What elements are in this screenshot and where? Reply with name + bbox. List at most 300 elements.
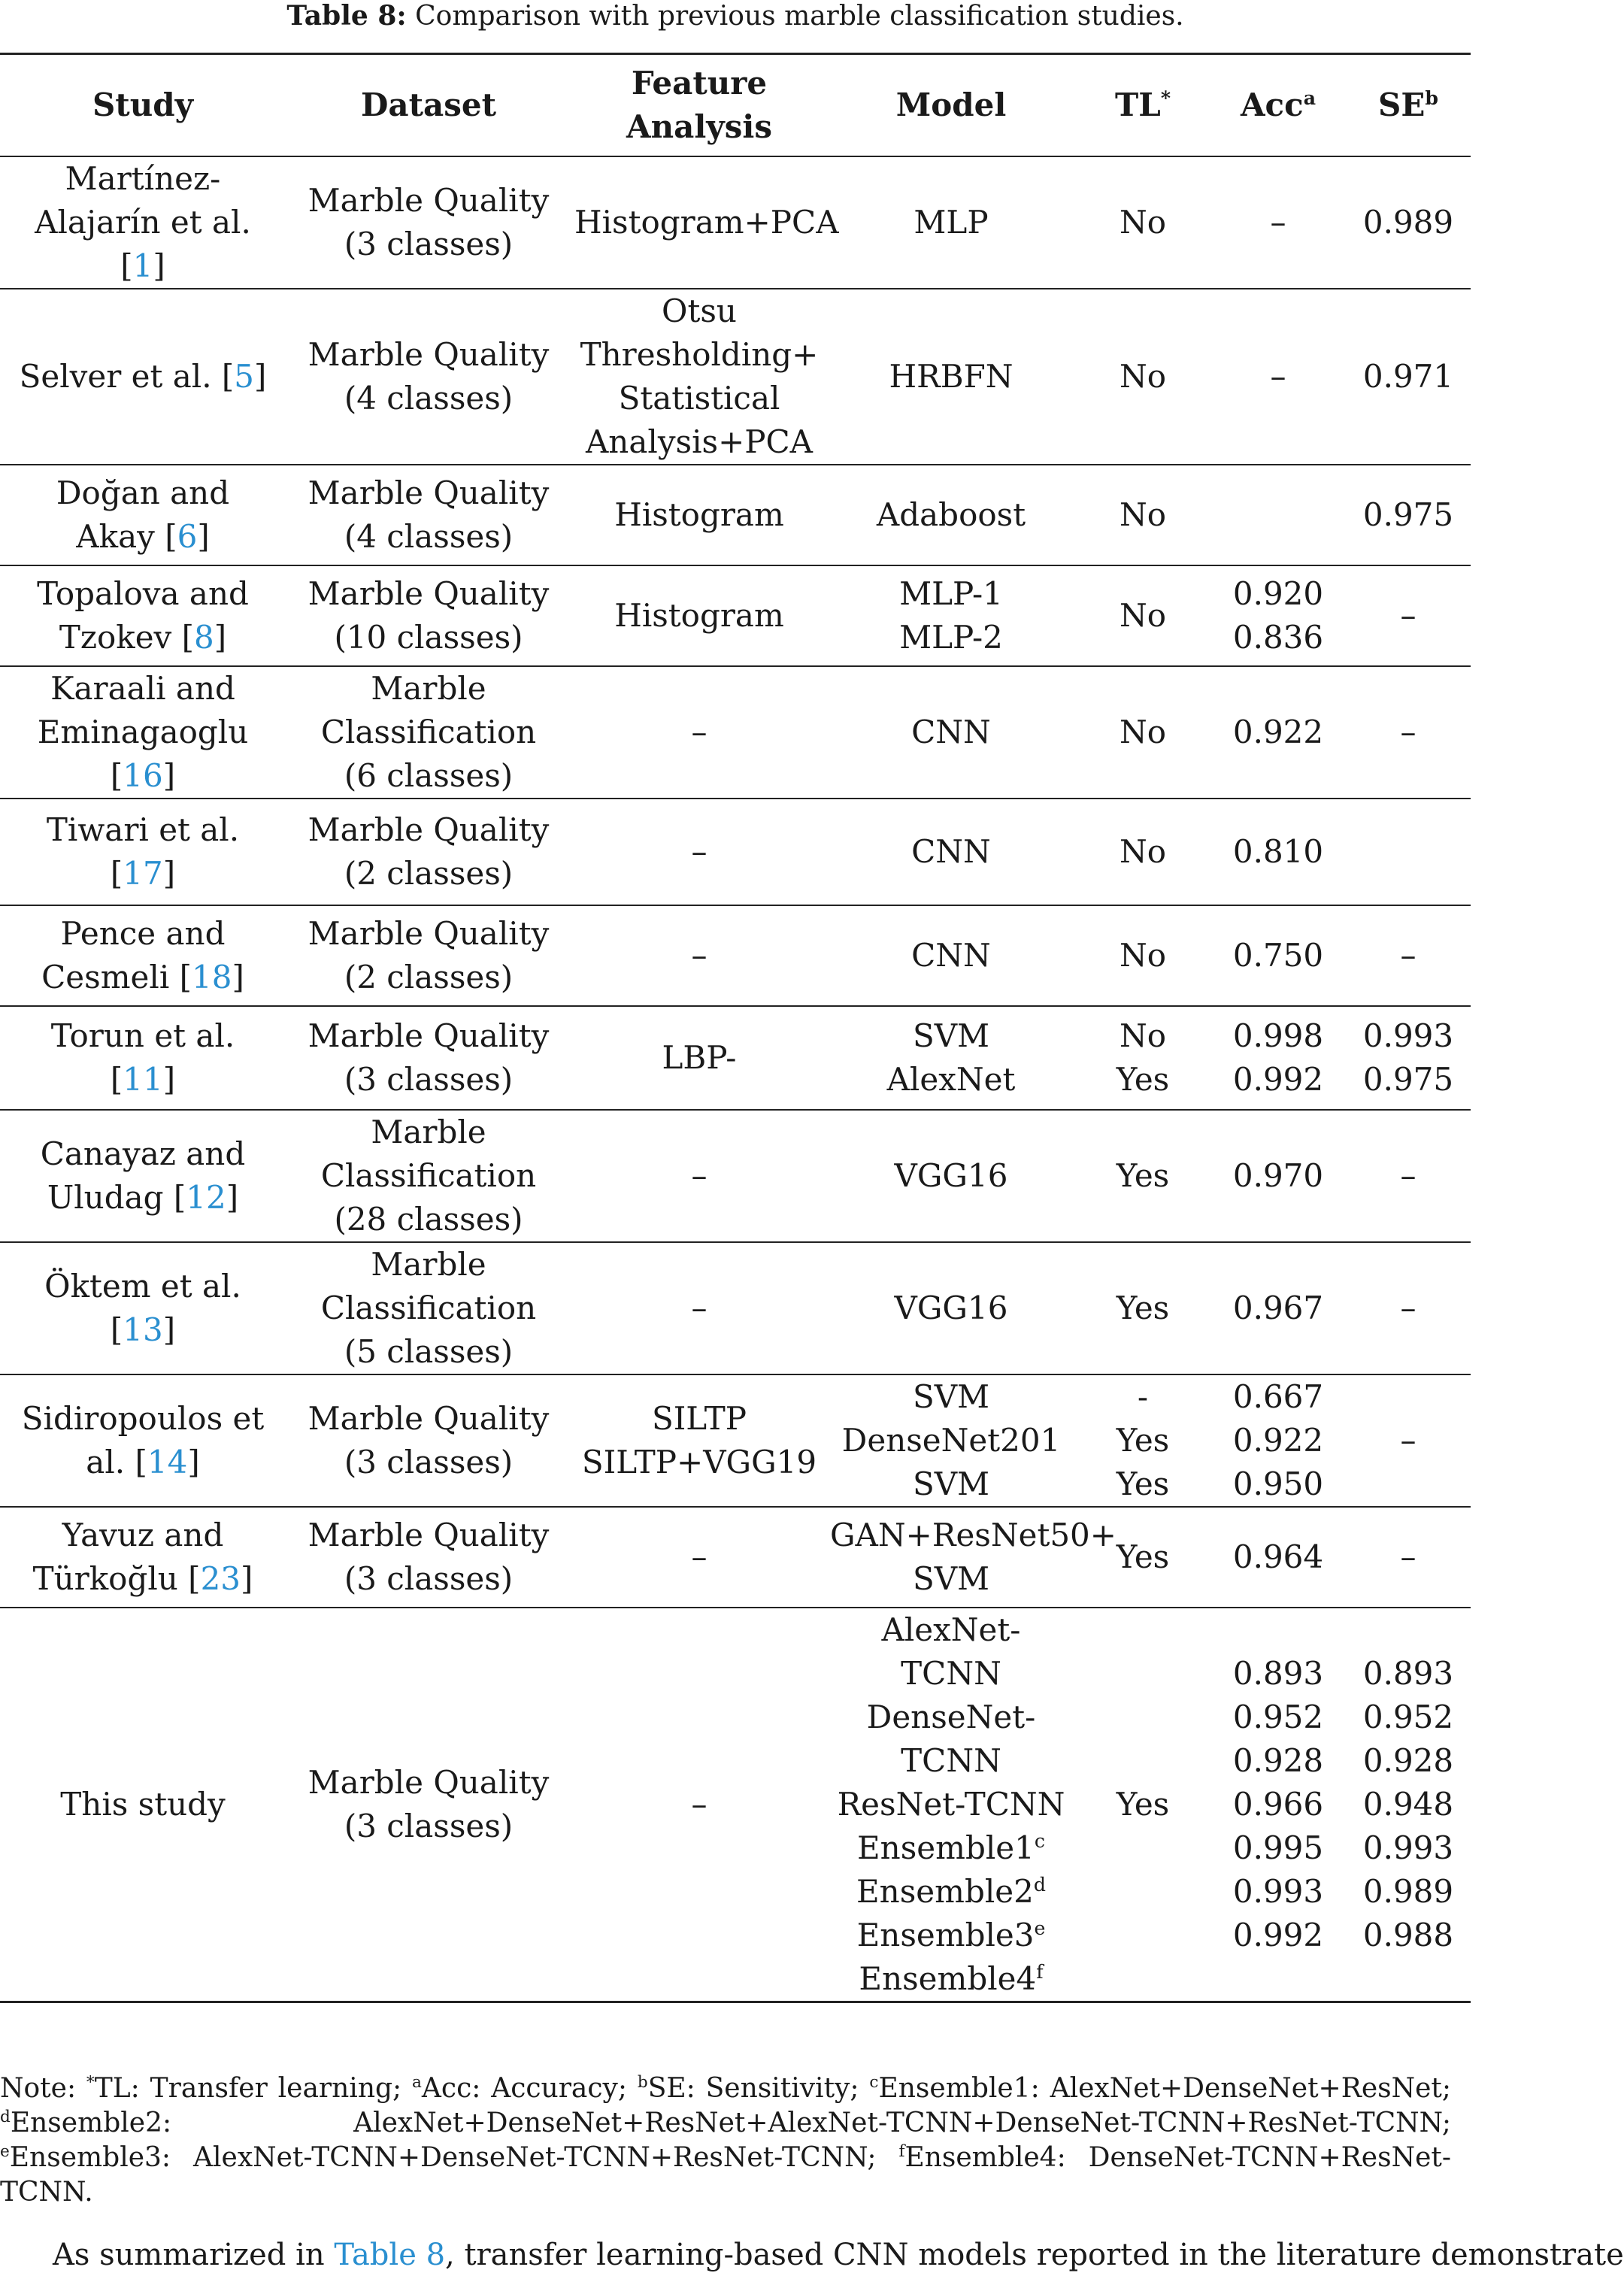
dataset-value: Marble Quality <box>308 182 550 219</box>
note-text: Ensemble1: AlexNet+DenseNet+ResNet; <box>878 2073 1451 2104</box>
acc-line <box>1213 711 1343 754</box>
model-value: SVM <box>912 1017 990 1054</box>
cell-model <box>827 799 1075 905</box>
cell-dataset <box>286 1242 571 1374</box>
acc-line <box>1213 1287 1343 1330</box>
tl-value: No <box>1119 714 1167 750</box>
cell-model <box>827 289 1075 465</box>
feature-value: – <box>691 833 707 870</box>
cell-study: Topalova and Tzokev [8] <box>0 565 286 666</box>
cell-dataset <box>286 1110 571 1242</box>
feature-value: SILTP+VGG19 <box>581 1444 817 1480</box>
tl-value: No <box>1119 204 1167 241</box>
se-value: 0.993 <box>1362 1829 1454 1866</box>
acc-line <box>1213 616 1343 659</box>
se-value: 0.988 <box>1362 1917 1454 1953</box>
study-name: Selver et al. <box>19 358 212 395</box>
se-value: 0.989 <box>1362 204 1454 241</box>
cell-tl <box>1075 289 1210 465</box>
model-value: Ensemble4 <box>859 1960 1037 1997</box>
table-row <box>0 799 1471 905</box>
cell-dataset <box>286 565 571 666</box>
dataset-value: (3 classes) <box>344 1808 514 1844</box>
cell-study: Tiwari et al. [17] <box>0 799 286 905</box>
study-name: Karaali and Eminagaoglu <box>37 670 249 750</box>
note-text: Ensemble4: DenseNet-TCNN+ResNet-TCNN. <box>0 2142 1452 2208</box>
cell-acc <box>1210 799 1346 905</box>
cell-study: Öktem et al. [13] <box>0 1242 286 1374</box>
model-line <box>830 1783 1072 1826</box>
table-row <box>0 1507 1471 1608</box>
tl-line <box>1078 711 1207 754</box>
se-value: – <box>1400 714 1416 750</box>
table-row <box>0 565 1471 666</box>
cell-acc <box>1210 1507 1346 1608</box>
model-line <box>830 1514 1116 1557</box>
acc-value: 0.970 <box>1232 1157 1324 1194</box>
dataset-line <box>289 179 568 223</box>
cell-dataset <box>286 666 571 799</box>
model-line <box>830 1154 1072 1198</box>
acc-value: 0.928 <box>1232 1742 1324 1779</box>
model-value: AlexNet <box>886 1061 1016 1098</box>
se-line <box>1349 1914 1468 1957</box>
citation-link[interactable]: 18 <box>192 959 232 996</box>
table-row <box>0 905 1471 1006</box>
model-value: CNN <box>911 833 991 870</box>
dataset-value: (28 classes) <box>334 1201 523 1238</box>
citation-link[interactable]: 12 <box>186 1179 226 1216</box>
dataset-line <box>289 1805 568 1848</box>
cell-study: Canayaz and Uludag [12] <box>0 1110 286 1242</box>
dataset-line <box>289 754 568 798</box>
citation-link[interactable]: 1 <box>132 247 153 284</box>
note-text: Acc: Accuracy; <box>421 2073 638 2104</box>
acc-value: 0.920 <box>1232 575 1324 612</box>
dataset-value: Marble <box>371 1114 486 1150</box>
tl-line <box>1078 493 1207 537</box>
acc-line <box>1213 201 1343 244</box>
table-row <box>0 1110 1471 1242</box>
dataset-line <box>289 667 568 711</box>
model-footnote-sup: e <box>1034 1917 1046 1939</box>
se-value: – <box>1400 1290 1416 1326</box>
study-name: Doğan and Akay <box>56 474 230 555</box>
cell-acc <box>1210 1242 1346 1374</box>
dataset-line <box>289 1198 568 1241</box>
feature-value: Histogram <box>614 597 784 634</box>
feature-value: – <box>691 1786 707 1823</box>
dataset-value: (2 classes) <box>344 959 514 996</box>
acc-line <box>1213 1535 1343 1579</box>
feature-value: – <box>691 1538 707 1575</box>
table-row <box>0 1242 1471 1374</box>
acc-line <box>1213 1696 1343 1739</box>
model-value: CNN <box>911 937 991 974</box>
feature-value: Otsu <box>662 292 737 329</box>
se-line <box>1349 1535 1468 1579</box>
table-caption-text: Comparison with previous marble classification studies. <box>415 1 1184 32</box>
tl-value: No <box>1119 597 1167 634</box>
cell-se <box>1346 1507 1471 1608</box>
se-line <box>1349 594 1468 638</box>
se-value: – <box>1400 937 1416 974</box>
cell-feature <box>571 666 827 799</box>
cell-tl <box>1075 465 1210 565</box>
cell-model <box>827 666 1075 799</box>
se-line <box>1349 1870 1468 1914</box>
feature-value: – <box>691 1290 707 1326</box>
acc-value: 0.922 <box>1232 714 1324 750</box>
se-value: 0.971 <box>1362 358 1454 395</box>
se-line <box>1349 1696 1468 1739</box>
cell-tl <box>1075 1110 1210 1242</box>
feature-line <box>574 420 824 464</box>
dataset-line <box>289 223 568 266</box>
dataset-value: Classification <box>320 714 537 750</box>
tl-line <box>1078 1462 1207 1506</box>
tl-value: Yes <box>1116 1786 1170 1823</box>
table-note <box>0 2071 1451 2210</box>
se-line <box>1349 355 1468 399</box>
model-value: DenseNet201 <box>841 1422 1061 1459</box>
tl-line <box>1078 934 1207 977</box>
feature-line <box>574 711 824 754</box>
table-caption <box>0 0 1471 32</box>
model-value: MLP-1 <box>899 575 1003 612</box>
table-row <box>0 1608 1471 2002</box>
table-row <box>0 1374 1471 1507</box>
header-se-sup: b <box>1425 86 1438 109</box>
model-line <box>830 355 1072 399</box>
model-line <box>830 1870 1072 1914</box>
cell-dataset <box>286 465 571 565</box>
cell-dataset <box>286 289 571 465</box>
se-value: – <box>1400 597 1416 634</box>
feature-line <box>574 594 824 638</box>
tl-line <box>1078 1014 1207 1058</box>
acc-value: 0.992 <box>1232 1917 1324 1953</box>
dataset-line <box>289 852 568 896</box>
feature-line <box>574 1535 824 1579</box>
header-study: Study <box>0 54 286 157</box>
cell-tl <box>1075 666 1210 799</box>
citation-link[interactable]: 23 <box>200 1560 241 1597</box>
citation-link[interactable]: 11 <box>123 1061 163 1098</box>
cell-feature <box>571 156 839 289</box>
cell-acc <box>1210 465 1346 565</box>
acc-line <box>1213 572 1343 616</box>
model-footnote-sup: f <box>1036 1961 1044 1983</box>
se-value: 0.989 <box>1362 1873 1454 1910</box>
acc-value: 0.967 <box>1232 1290 1324 1326</box>
feature-line <box>574 1036 824 1080</box>
header-model: Model <box>827 54 1075 157</box>
cell-se <box>1346 465 1471 565</box>
feature-value: Analysis+PCA <box>585 423 814 460</box>
model-value: CNN <box>911 714 991 750</box>
model-value: Ensemble3 <box>856 1917 1035 1953</box>
se-value: 0.993 <box>1362 1017 1454 1054</box>
dataset-line <box>289 1441 568 1484</box>
acc-value: 0.810 <box>1232 833 1324 870</box>
cell-acc <box>1210 1608 1346 2002</box>
dataset-value: Marble Quality <box>308 1517 550 1553</box>
se-line <box>1349 1419 1468 1462</box>
model-line <box>830 1957 1072 2001</box>
study-name: Martínez-Alajarín et al. <box>35 160 251 241</box>
tl-line <box>1078 201 1207 244</box>
model-line <box>830 201 1072 244</box>
table-row <box>0 289 1471 465</box>
model-line <box>830 616 1072 659</box>
acc-line <box>1213 1914 1343 1957</box>
acc-line <box>1213 1154 1343 1198</box>
cell-feature <box>571 289 827 465</box>
tl-line <box>1078 355 1207 399</box>
feature-line <box>574 1783 824 1826</box>
study-name: Canayaz and Uludag <box>40 1135 246 1216</box>
header-feature-analysis-text: Feature Analysis <box>626 65 772 145</box>
acc-line <box>1213 1826 1343 1870</box>
table-row <box>0 465 1471 565</box>
cell-model <box>827 905 1075 1006</box>
header-tl <box>1075 54 1210 157</box>
cell-dataset <box>286 905 571 1006</box>
acc-value: 0.995 <box>1232 1829 1324 1866</box>
citation-link[interactable]: 8 <box>194 619 214 656</box>
note-sup: c <box>869 2073 879 2092</box>
model-value: TCNN <box>901 1655 1001 1692</box>
table-row <box>0 1006 1471 1110</box>
cell-model <box>827 1110 1075 1242</box>
cell-se <box>1346 289 1471 465</box>
cell-feature <box>571 1110 827 1242</box>
cell-tl <box>1075 1374 1210 1507</box>
cell-tl <box>1075 156 1210 289</box>
cell-study: Doğan and Akay [6] <box>0 465 286 565</box>
comparison-table <box>0 53 1471 2003</box>
model-value: DenseNet- <box>866 1699 1036 1735</box>
acc-value: 0.993 <box>1232 1873 1324 1910</box>
citation-link[interactable]: 16 <box>123 757 163 794</box>
note-sup: d <box>0 2108 11 2126</box>
note-sup: a <box>412 2073 422 2092</box>
model-line <box>830 934 1072 977</box>
model-line <box>830 1462 1072 1506</box>
dataset-line <box>289 377 568 420</box>
acc-line <box>1213 1462 1343 1506</box>
note-sup: b <box>637 2073 648 2092</box>
acc-value: 0.950 <box>1232 1465 1324 1502</box>
model-line <box>830 1696 1072 1739</box>
feature-line <box>574 377 824 420</box>
cell-se <box>1346 1374 1471 1507</box>
feature-value: – <box>691 937 707 974</box>
citation-link[interactable]: 5 <box>234 358 255 395</box>
acc-value: 0.893 <box>1232 1655 1324 1692</box>
tl-value: No <box>1119 1017 1167 1054</box>
feature-line <box>574 1287 824 1330</box>
dataset-line <box>289 1761 568 1805</box>
cell-feature <box>571 905 827 1006</box>
citation-link[interactable]: 17 <box>123 855 163 892</box>
tl-value: No <box>1119 358 1167 395</box>
acc-line <box>1213 1783 1343 1826</box>
tl-line <box>1078 1419 1207 1462</box>
cell-model <box>827 1374 1075 1507</box>
dataset-value: (10 classes) <box>334 619 523 656</box>
dataset-value: Marble <box>371 670 486 707</box>
model-line <box>830 1826 1072 1870</box>
dataset-value: Marble <box>371 1246 486 1283</box>
dataset-value: Marble Quality <box>308 474 550 511</box>
feature-line <box>574 201 839 244</box>
note-text: SE: Sensitivity; <box>647 2073 870 2104</box>
tl-value: Yes <box>1116 1157 1170 1194</box>
cell-se <box>1346 156 1471 289</box>
citation-link[interactable]: 13 <box>123 1311 163 1348</box>
feature-value: Statistical <box>618 380 780 417</box>
se-line <box>1349 493 1468 537</box>
model-value: TCNN <box>901 1742 1001 1779</box>
header-acc-text: Acc <box>1240 86 1304 123</box>
dataset-line <box>289 471 568 515</box>
dataset-value: Marble Quality <box>308 1764 550 1801</box>
dataset-line <box>289 808 568 852</box>
model-line <box>830 493 1072 537</box>
cell-se <box>1346 905 1471 1006</box>
study-name: Torun et al. <box>50 1017 235 1054</box>
cell-se <box>1346 1242 1471 1374</box>
header-tl-text: TL <box>1115 86 1161 123</box>
model-line <box>830 830 1072 874</box>
model-value: GAN+ResNet50+ <box>830 1517 1116 1553</box>
se-line <box>1349 1652 1468 1696</box>
dataset-line <box>289 1397 568 1441</box>
tl-value: No <box>1119 496 1167 533</box>
cell-tl <box>1075 1006 1210 1110</box>
model-value: VGG16 <box>894 1290 1008 1326</box>
note-text: Note: <box>0 2073 86 2104</box>
model-line <box>830 1914 1072 1957</box>
feature-value: Histogram <box>614 496 784 533</box>
model-line <box>830 1652 1072 1696</box>
acc-value: 0.836 <box>1232 619 1324 656</box>
dataset-line <box>289 515 568 559</box>
note-sup: f <box>898 2142 905 2161</box>
cell-study: Sidiropoulos et al. [14] <box>0 1374 286 1507</box>
dataset-value: (6 classes) <box>344 757 514 794</box>
cell-dataset <box>286 1507 571 1608</box>
dataset-value: (3 classes) <box>344 1444 514 1480</box>
cell-feature <box>571 465 827 565</box>
cell-se <box>1346 1110 1471 1242</box>
dataset-line <box>289 572 568 616</box>
cell-study <box>0 1608 286 2002</box>
feature-value: Thresholding+ <box>580 336 819 373</box>
header-se <box>1346 54 1471 157</box>
note-text: Ensemble2: AlexNet+DenseNet+ResNet+AlexNet-TCNN+DenseNet-TCNN+ResNet-TCNN; <box>10 2108 1451 2138</box>
citation-link[interactable]: 6 <box>177 518 198 555</box>
acc-value: 0.998 <box>1232 1017 1324 1054</box>
acc-value: – <box>1270 204 1286 241</box>
model-footnote-sup: c <box>1034 1830 1045 1852</box>
note-sup: e <box>0 2142 10 2161</box>
se-value: 0.952 <box>1362 1699 1454 1735</box>
tl-line <box>1078 1154 1207 1198</box>
model-value: VGG16 <box>894 1157 1008 1194</box>
acc-value: 0.992 <box>1232 1061 1324 1098</box>
se-value: 0.928 <box>1362 1742 1454 1779</box>
model-value: SVM <box>912 1560 990 1597</box>
dataset-value: (3 classes) <box>344 226 514 262</box>
table-link[interactable]: Table 8 <box>334 2238 446 2272</box>
model-value: SVM <box>912 1465 990 1502</box>
cell-study: Torun et al. [11] <box>0 1006 286 1110</box>
acc-value: – <box>1270 358 1286 395</box>
model-value: SVM <box>912 1378 990 1415</box>
feature-line <box>574 333 824 377</box>
model-value: Adaboost <box>876 496 1026 533</box>
dataset-line <box>289 616 568 659</box>
cell-study: Karaali and Eminagaoglu [16] <box>0 666 286 799</box>
cell-se <box>1346 1006 1471 1110</box>
table-header-row <box>0 54 1471 157</box>
model-value: HRBFN <box>889 358 1013 395</box>
tl-value: Yes <box>1116 1290 1170 1326</box>
tl-line <box>1078 1783 1207 1826</box>
cell-model <box>827 1242 1075 1374</box>
acc-line <box>1213 1652 1343 1696</box>
header-se-text: SE <box>1378 86 1426 123</box>
body-text-after: , transfer learning-based CNN models reported in the literature demonstrate <box>445 2238 1624 2272</box>
se-line <box>1349 201 1468 244</box>
header-dataset: Dataset <box>286 54 571 157</box>
model-line <box>830 1419 1072 1462</box>
dataset-value: Marble Quality <box>308 811 550 848</box>
feature-line <box>574 1397 824 1441</box>
cell-tl <box>1075 1242 1210 1374</box>
dataset-line <box>289 1514 568 1557</box>
header-tl-sup: * <box>1160 86 1171 109</box>
se-value: 0.975 <box>1362 1061 1454 1098</box>
acc-line <box>1213 1870 1343 1914</box>
feature-value: SILTP <box>651 1400 747 1437</box>
cell-tl <box>1075 905 1210 1006</box>
dataset-value: Marble Quality <box>308 1017 550 1054</box>
study-name: Pence and Cesmeli <box>41 915 226 996</box>
dataset-value: Marble Quality <box>308 915 550 952</box>
tl-value: Yes <box>1116 1465 1170 1502</box>
cell-se <box>1346 1608 1471 2002</box>
table-row <box>0 156 1471 289</box>
cell-acc <box>1210 565 1346 666</box>
cell-acc <box>1210 289 1346 465</box>
citation-link[interactable]: 14 <box>147 1444 188 1480</box>
cell-feature <box>571 565 827 666</box>
se-line <box>1349 1826 1468 1870</box>
feature-line <box>574 1154 824 1198</box>
dataset-line <box>289 912 568 956</box>
tl-line <box>1078 1058 1207 1102</box>
se-line <box>1349 1058 1468 1102</box>
dataset-value: Marble Quality <box>308 1400 550 1437</box>
cell-model <box>827 1006 1075 1110</box>
cell-tl <box>1075 565 1210 666</box>
tl-line <box>1078 1375 1207 1419</box>
dataset-value: (4 classes) <box>344 380 514 417</box>
